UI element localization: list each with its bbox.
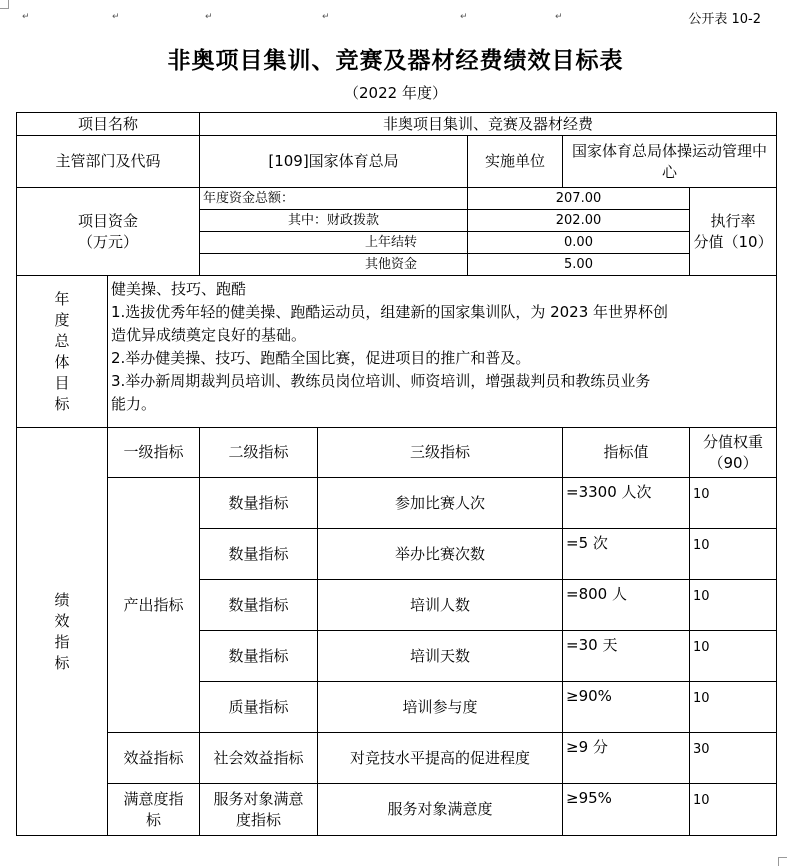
indicator-level3: 培训参与度 [318, 682, 563, 733]
goals-label-char: 总 [54, 331, 70, 350]
project-name-row [17, 113, 777, 136]
performance-target-table [16, 112, 777, 836]
goal-line: 2.举办健美操、技巧、跑酷全国比赛，促进项目的推广和普及。 [111, 349, 531, 367]
header-weight-line2: （90） [708, 453, 758, 472]
indicator-value: =30 天 [563, 631, 690, 682]
indicator-weight: 30 [690, 733, 777, 784]
benefit-indicator-label: 效益指标 [108, 733, 200, 784]
satisfaction-indicator-label [108, 784, 200, 836]
paragraph-mark-icon: ↵ [460, 12, 468, 22]
indicator-value: =800 人 [563, 580, 690, 631]
goal-line: 1.选拔优秀年轻的健美操、跑酷运动员，组建新的国家集训队，为 2023 年世界杯创 [111, 303, 669, 321]
indicator-level2: 质量指标 [200, 682, 318, 733]
indicators-label-char: 效 [54, 611, 70, 630]
output-indicator-label: 产出指标 [108, 478, 200, 733]
funds-carryover-value: 0.00 [468, 232, 690, 254]
paragraph-mark-icon: ↵ [205, 12, 213, 22]
document-year: （2022 年度） [344, 84, 447, 102]
indicator-level3: 培训天数 [318, 631, 563, 682]
indicator-level2: 数量指标 [200, 580, 318, 631]
funds-total-value: 207.00 [468, 188, 690, 210]
funds-label-line2: （万元） [78, 232, 139, 251]
indicator-weight: 10 [690, 529, 777, 580]
indicators-label-char: 标 [54, 653, 70, 672]
satisfaction-label-line2: 标 [146, 810, 162, 829]
paragraph-mark-icon: ↵ [555, 12, 563, 22]
paragraph-mark-icon: ↵ [322, 12, 330, 22]
funds-fiscal-value: 202.00 [468, 210, 690, 232]
document-title: 非奥项目集训、竞赛及器材经费绩效目标表 [167, 48, 624, 74]
project-name-value: 非奥项目集训、竞赛及器材经费 [200, 113, 777, 136]
indicator-level3: 培训人数 [318, 580, 563, 631]
indicator-weight: 10 [690, 784, 777, 836]
funds-fiscal-label: 其中：财政拨款 [200, 210, 468, 232]
annual-goals-label [17, 276, 108, 428]
execution-rate-cell [690, 188, 777, 276]
header-level3: 三级指标 [318, 428, 563, 478]
satisfaction-level2-line2: 度指标 [236, 810, 282, 829]
execution-rate-line2: 分值（10） [693, 232, 773, 251]
execution-rate-line1: 执行率 [710, 211, 756, 230]
annual-goals-text [108, 276, 777, 428]
indicator-weight: 10 [690, 682, 777, 733]
funds-other-value: 5.00 [468, 254, 690, 276]
indicator-level3: 对竞技水平提高的促进程度 [318, 733, 563, 784]
implementing-unit-label: 实施单位 [468, 136, 563, 188]
header-weight-line1: 分值权重 [703, 432, 764, 451]
indicator-value: ≥90% [563, 682, 690, 733]
goal-line: 能力。 [111, 395, 157, 413]
department-value: [109]国家体育总局 [200, 136, 468, 188]
indicator-row [17, 733, 777, 784]
crop-mark-top-left [0, 0, 9, 9]
indicator-weight: 10 [690, 580, 777, 631]
satisfaction-label-line1: 满意度指 [123, 789, 184, 808]
indicator-value: ≥95% [563, 784, 690, 836]
indicators-label-char: 绩 [54, 590, 70, 609]
indicator-level2: 数量指标 [200, 529, 318, 580]
indicator-level3: 举办比赛次数 [318, 529, 563, 580]
funds-label-line1: 项目资金 [78, 211, 139, 230]
funds-other-label: 其他资金 [200, 254, 468, 276]
department-label: 主管部门及代码 [17, 136, 200, 188]
indicator-level2: 数量指标 [200, 631, 318, 682]
goals-label-char: 年 [54, 289, 70, 308]
header-indicator-value: 指标值 [563, 428, 690, 478]
funds-carryover-label: 上年结转 [200, 232, 468, 254]
funds-label [17, 188, 200, 276]
header-level1: 一级指标 [108, 428, 200, 478]
paragraph-mark-icon: ↵ [112, 12, 120, 22]
header-level2: 二级指标 [200, 428, 318, 478]
indicator-value: =3300 人次 [563, 478, 690, 529]
indicator-weight: 10 [690, 631, 777, 682]
crop-mark-bottom-right [778, 857, 787, 866]
satisfaction-level2-line1: 服务对象满意 [213, 789, 304, 808]
performance-indicators-label [17, 428, 108, 836]
indicator-level3: 参加比赛人次 [318, 478, 563, 529]
indicator-row [17, 478, 777, 529]
project-name-label: 项目名称 [17, 113, 200, 136]
goal-line: 3.举办新周期裁判员培训、教练员岗位培训、师资培训，增强裁判员和教练员业务 [111, 372, 651, 390]
header-weight [690, 428, 777, 478]
goals-label-char: 度 [54, 310, 70, 329]
indicator-value: ≥9 分 [563, 733, 690, 784]
annual-goals-row [17, 276, 777, 428]
paragraph-mark-icon: ↵ [22, 12, 30, 22]
goal-line: 造优异成绩奠定良好的基础。 [111, 326, 307, 344]
funds-total-label: 年度资金总额： [200, 188, 468, 210]
indicators-header-row [17, 428, 777, 478]
indicator-level3: 服务对象满意度 [318, 784, 563, 836]
indicator-row [17, 784, 777, 836]
indicator-level2: 数量指标 [200, 478, 318, 529]
indicator-level2 [200, 784, 318, 836]
indicator-level2: 社会效益指标 [200, 733, 318, 784]
funds-row [17, 188, 777, 210]
indicator-weight: 10 [690, 478, 777, 529]
implementing-unit-value: 国家体育总局体操运动管理中心 [563, 136, 777, 188]
indicators-label-char: 指 [54, 632, 70, 651]
department-row [17, 136, 777, 188]
goals-label-char: 标 [54, 394, 70, 413]
goals-label-char: 体 [54, 352, 70, 371]
indicator-value: =5 次 [563, 529, 690, 580]
goal-line: 健美操、技巧、跑酷 [111, 280, 247, 298]
goals-label-char: 目 [54, 373, 70, 392]
form-code: 公开表 10-2 [688, 12, 761, 27]
